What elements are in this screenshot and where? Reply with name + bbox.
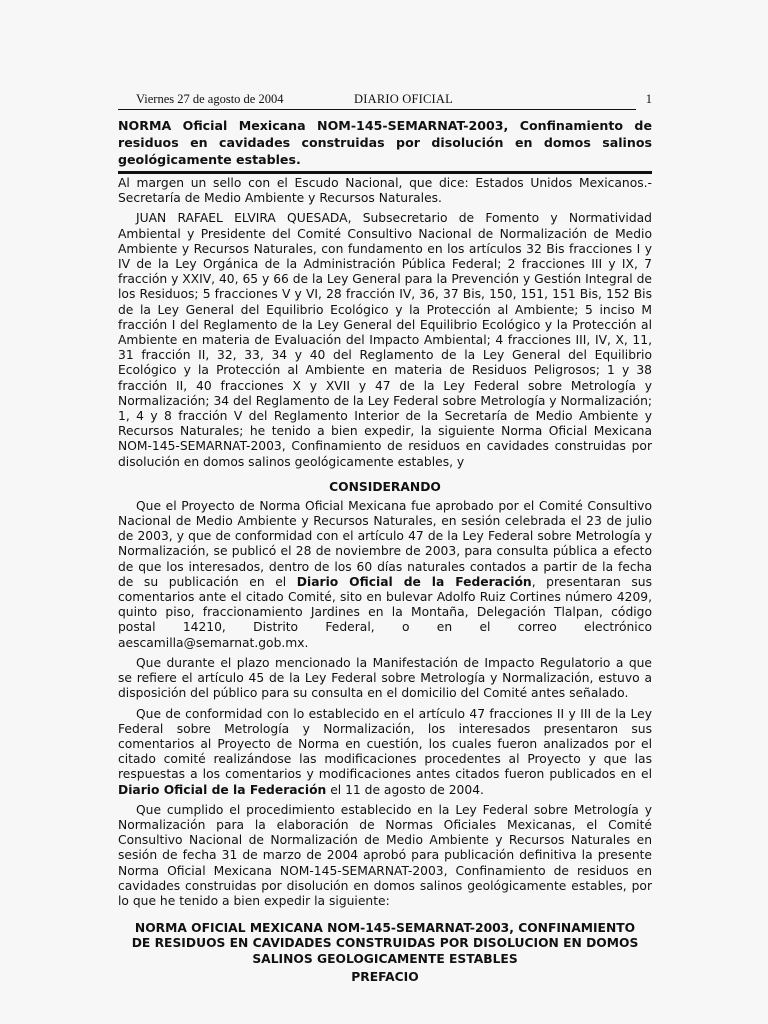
paragraph-procedimiento: Que cumplido el procedimiento establecido en la Ley Federal sobre Metrología y Normalización para la elaboración de Normas Oficiales Mexicanas, el Comité Consultivo Nacional de Normalización de Medio Ambiente y Recursos Naturales en sesión de fecha 31 de marzo de 2004 aprobó para publicación definitiva la presente Norma Oficial Mexicana NOM-145-SEMARNAT-2003, Confinamiento de residuos en cavidades construidas por disolución en domos salinos geológicamente estables, por lo que he tenido a bien expedir la siguiente:: [118, 802, 652, 908]
paragraph-mir: Que durante el plazo mencionado la Manifestación de Impacto Regulatorio a que se refiere el artículo 45 de la Ley Federal sobre Metrología y Normalización, estuvo a disposición del público para su consulta en el domicilio del Comité antes señalado.: [118, 655, 652, 701]
paragraph-text: el 11 de agosto de 2004.: [326, 782, 484, 797]
document-page: [118, 90, 652, 984]
page-number: 1: [645, 92, 652, 106]
paragraph-authority: JUAN RAFAEL ELVIRA QUESADA, Subsecretario de Fomento y Normatividad Ambiental y Presidente del Comité Consultivo Nacional de Normalización de Medio Ambiente y Recursos Naturales, con fundamento en los artículos 32 Bis fracciones I y IV de la Ley Orgánica de la Administración Pública Federal; 2 fracciones III y IX, 7 fracción y XXIV, 40, 65 y 66 de la Ley General para la Prevención y Gestión Integral de los Residuos; 5 fracciones V y VI, 28 fracción IV, 36, 37 Bis, 150, 151, 151 Bis, 152 Bis de la Ley General del Equilibrio Ecológico y la Protección al Ambiente; 5 inciso M fracción I del Reglamento de la Ley General del Equilibrio Ecológico y la Protección al Ambiente en materia de Evaluación del Impacto Ambiental; 4 fracciones III, IV, X, 11, 31 fracción II, 32, 33, 34 y 40 del Reglamento de la Ley General del Equilibrio Ecológico y la Protección al Ambiente en materia de Residuos Peligrosos; 1 y 38 fracción II, 40 fracciones X y XVII y 47 de la Ley Federal sobre Metrología y Normalización; 34 del Reglamento de la Ley Federal sobre Metrología y Normalización; 1, 4 y 8 fracción V del Reglamento Interior de la Secretaría de Medio Ambiente y Recursos Naturales; he tenido a bien expedir, la siguiente Norma Oficial Mexicana NOM-145-SEMARNAT-2003, Confinamiento de residuos en cavidades construidas por disolución en domos salinos geológicamente estables, y: [118, 211, 653, 469]
paragraph-proyecto: [118, 499, 652, 651]
header-rule: [118, 109, 636, 110]
page-header: [118, 90, 652, 108]
document-title: NORMA Oficial Mexicana NOM-145-SEMARNAT-2003, Confinamiento de residuos en cavidades construidas por disolución en domos salinos geológicamente estables.: [118, 118, 652, 167]
bold-publication-name: Diario Oficial de la Federación: [118, 782, 327, 797]
header-newspaper-name: DIARIO OFICIAL: [354, 92, 453, 106]
header-date: Viernes 27 de agosto de 2004: [136, 92, 284, 106]
paragraph-comentarios: [118, 707, 652, 798]
considerando-heading: CONSIDERANDO: [329, 479, 441, 494]
prefacio-heading: PREFACIO: [351, 969, 419, 984]
paragraph-seal: Al margen un sello con el Escudo Nacional, que dice: Estados Unidos Mexicanos.- Secretaría de Medio Ambiente y Recursos Naturales.: [118, 176, 652, 206]
norma-title-heading: NORMA OFICIAL MEXICANA NOM-145-SEMARNAT-2003, CONFINAMIENTO DE RESIDUOS EN CAVIDADES CONSTRUIDAS POR DISOLUCION EN DOMOS SALINOS GEOLOGICAMENTE ESTABLES: [131, 921, 639, 966]
paragraph-text: Que de conformidad con lo establecido en el artículo 47 fracciones II y III de la Ley Federal sobre Metrología y Normalización, los interesados presentaron sus comentarios al Proyecto de Norma en cuestión, los cuales fueron analizados por el citado comité realizándose las modificaciones procedentes al Proyecto y que las respuestas a los comentarios y modificaciones antes citados fueron publicados en el: [118, 706, 652, 782]
paragraph-text: Que el Proyecto de Norma Oficial Mexicana fue aprobado por el Comité Consultivo Nacional de Medio Ambiente y Recursos Naturales, en sesión celebrada el 23 de julio de 2003, y que de conformidad con el artículo 47 de la Ley Federal sobre Metrología y Normalización, se publicó el 28 de noviembre de 2003, para consulta pública a efecto de que los interesados, dentro de los 60 días naturales contados a partir de la fecha de su publicación en el: [118, 498, 652, 589]
bold-publication-name: Diario Oficial de la Federación: [296, 574, 532, 589]
title-rule: [118, 171, 652, 174]
paragraph-text: , presentaran sus comentarios ante el citado Comité, sito en bulevar Adolfo Ruiz Cortines número 4209, quinto piso, fraccionamiento Jardines en la Montaña, Delegación Tlalpan, código postal 14210, Distrito Federal, o en el correo electrónico aescamilla@semarnat.gob.mx.: [118, 574, 652, 650]
